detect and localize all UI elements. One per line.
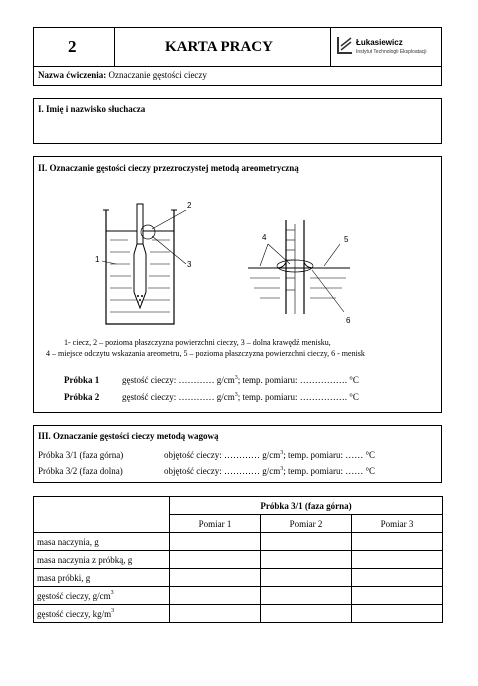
table-input-cell[interactable] xyxy=(170,533,261,551)
table-input-cell[interactable] xyxy=(352,605,443,623)
exercise-name-label: Nazwa ćwiczenia: xyxy=(38,70,107,80)
sample-2-density: gęstość cieczy: ………… g/cm xyxy=(122,392,235,402)
table-group-header: Próbka 3/1 (faza górna) xyxy=(170,497,443,515)
table-input-cell[interactable] xyxy=(170,587,261,605)
table-row xyxy=(34,569,443,587)
sample-3-2-unit-sup: 3 xyxy=(280,466,284,472)
table-input-cell[interactable] xyxy=(261,587,352,605)
exercise-name-value: Oznaczanie gęstości cieczy xyxy=(108,70,207,80)
page-title: KARTA PRACY xyxy=(165,39,273,55)
table-column-header-1: Pomiar 1 xyxy=(170,515,261,533)
sample-3-2-temp: ; temp. pomiaru: …… °C xyxy=(283,466,376,476)
figure-label-3: 3 xyxy=(187,260,192,269)
table-corner-cell xyxy=(34,497,170,533)
logo-subtitle: Instytut Technologii Eksploatacji xyxy=(356,49,427,55)
section-weighing-title: III. Oznaczanie gęstości cieczy metodą wagową xyxy=(38,431,219,441)
sample-3-1-temp: ; temp. pomiaru: …… °C xyxy=(283,450,376,460)
sample-1-values xyxy=(122,376,359,385)
sample-2-temp: ; temp. pomiaru: ……………. °C xyxy=(237,392,359,402)
meniscus-detail-figure xyxy=(240,218,360,320)
sample-3-2-label: Próbka 3/2 (faza dolna) xyxy=(38,466,123,476)
figure-caption-line-1: 1- ciecz, 2 – pozioma płaszczyzna powierzchni cieczy, 3 – dolna krawędź menisku, xyxy=(64,338,331,347)
measurement-table xyxy=(33,496,443,623)
table-row xyxy=(34,587,443,605)
hydrometer-cylinder-figure xyxy=(86,196,216,330)
table-input-cell[interactable] xyxy=(261,569,352,587)
header-divider-left xyxy=(114,27,115,67)
table-input-cell[interactable] xyxy=(352,533,443,551)
sample-3-1-volume: objętość cieczy: ………… g/cm xyxy=(164,450,281,460)
figure-label-1: 1 xyxy=(95,255,100,264)
sample-3-2-values xyxy=(164,467,375,476)
sample-1-density: gęstość cieczy: ………… g/cm xyxy=(122,375,235,385)
figure-caption-line-2: 4 – miejsce odczytu wskazania areometru, 5 – pozioma płaszczyzna powierzchni cieczy, 6 - menisk xyxy=(46,349,365,358)
table-row-label: masa naczynia z próbką, g xyxy=(34,551,170,569)
lukasiewicz-logo-icon xyxy=(336,35,354,57)
header-divider-right xyxy=(330,27,331,67)
sample-2-label: Próbka 2 xyxy=(64,392,100,402)
table-row-label: masa próbki, g xyxy=(34,569,170,587)
table-column-header-3: Pomiar 3 xyxy=(352,515,443,533)
figure-label-4: 4 xyxy=(262,233,267,242)
sample-2-unit-sup: 3 xyxy=(234,392,238,398)
sample-3-2-volume: objętość cieczy: ………… g/cm xyxy=(164,466,281,476)
table-input-cell[interactable] xyxy=(352,587,443,605)
sample-1-label: Próbka 1 xyxy=(64,375,100,385)
table-row-label: masa naczynia, g xyxy=(34,533,170,551)
sample-1-unit-sup: 3 xyxy=(234,375,238,381)
sample-3-1-values xyxy=(164,451,375,460)
sample-3-1-unit-sup: 3 xyxy=(280,450,284,456)
table-row-label: gęstość cieczy, $kg/m^3$ xyxy=(34,605,170,623)
table-row-label: gęstość cieczy, $g/cm^3$ xyxy=(34,587,170,605)
table-input-cell[interactable] xyxy=(170,605,261,623)
table-input-cell[interactable] xyxy=(261,551,352,569)
table-input-cell[interactable] xyxy=(261,605,352,623)
figure-label-2: 2 xyxy=(187,201,192,210)
section-areometric-title: II. Oznaczanie gęstości cieczy przezroczystej metodą areometryczną xyxy=(38,163,299,173)
table-row xyxy=(34,605,443,623)
table-row xyxy=(34,551,443,569)
table-row xyxy=(34,533,443,551)
card-number: 2 xyxy=(68,37,77,56)
sample-1-temp: ; temp. pomiaru: ……………. °C xyxy=(237,375,359,385)
figure-label-5: 5 xyxy=(344,235,349,244)
table-column-header-2: Pomiar 2 xyxy=(261,515,352,533)
section-student-title: I. Imię i nazwisko słuchacza xyxy=(38,104,146,114)
sample-3-1-label: Próbka 3/1 (faza górna) xyxy=(38,450,124,460)
logo-name: Łukasiewicz xyxy=(356,38,403,47)
table-group-header-row xyxy=(34,497,443,515)
sample-2-values xyxy=(122,393,359,402)
figure-label-6: 6 xyxy=(346,316,351,325)
table-input-cell[interactable] xyxy=(170,569,261,587)
logo xyxy=(336,33,440,61)
table-input-cell[interactable] xyxy=(352,551,443,569)
table-input-cell[interactable] xyxy=(170,551,261,569)
table-input-cell[interactable] xyxy=(261,533,352,551)
exercise-name xyxy=(38,71,207,80)
table-input-cell[interactable] xyxy=(352,569,443,587)
